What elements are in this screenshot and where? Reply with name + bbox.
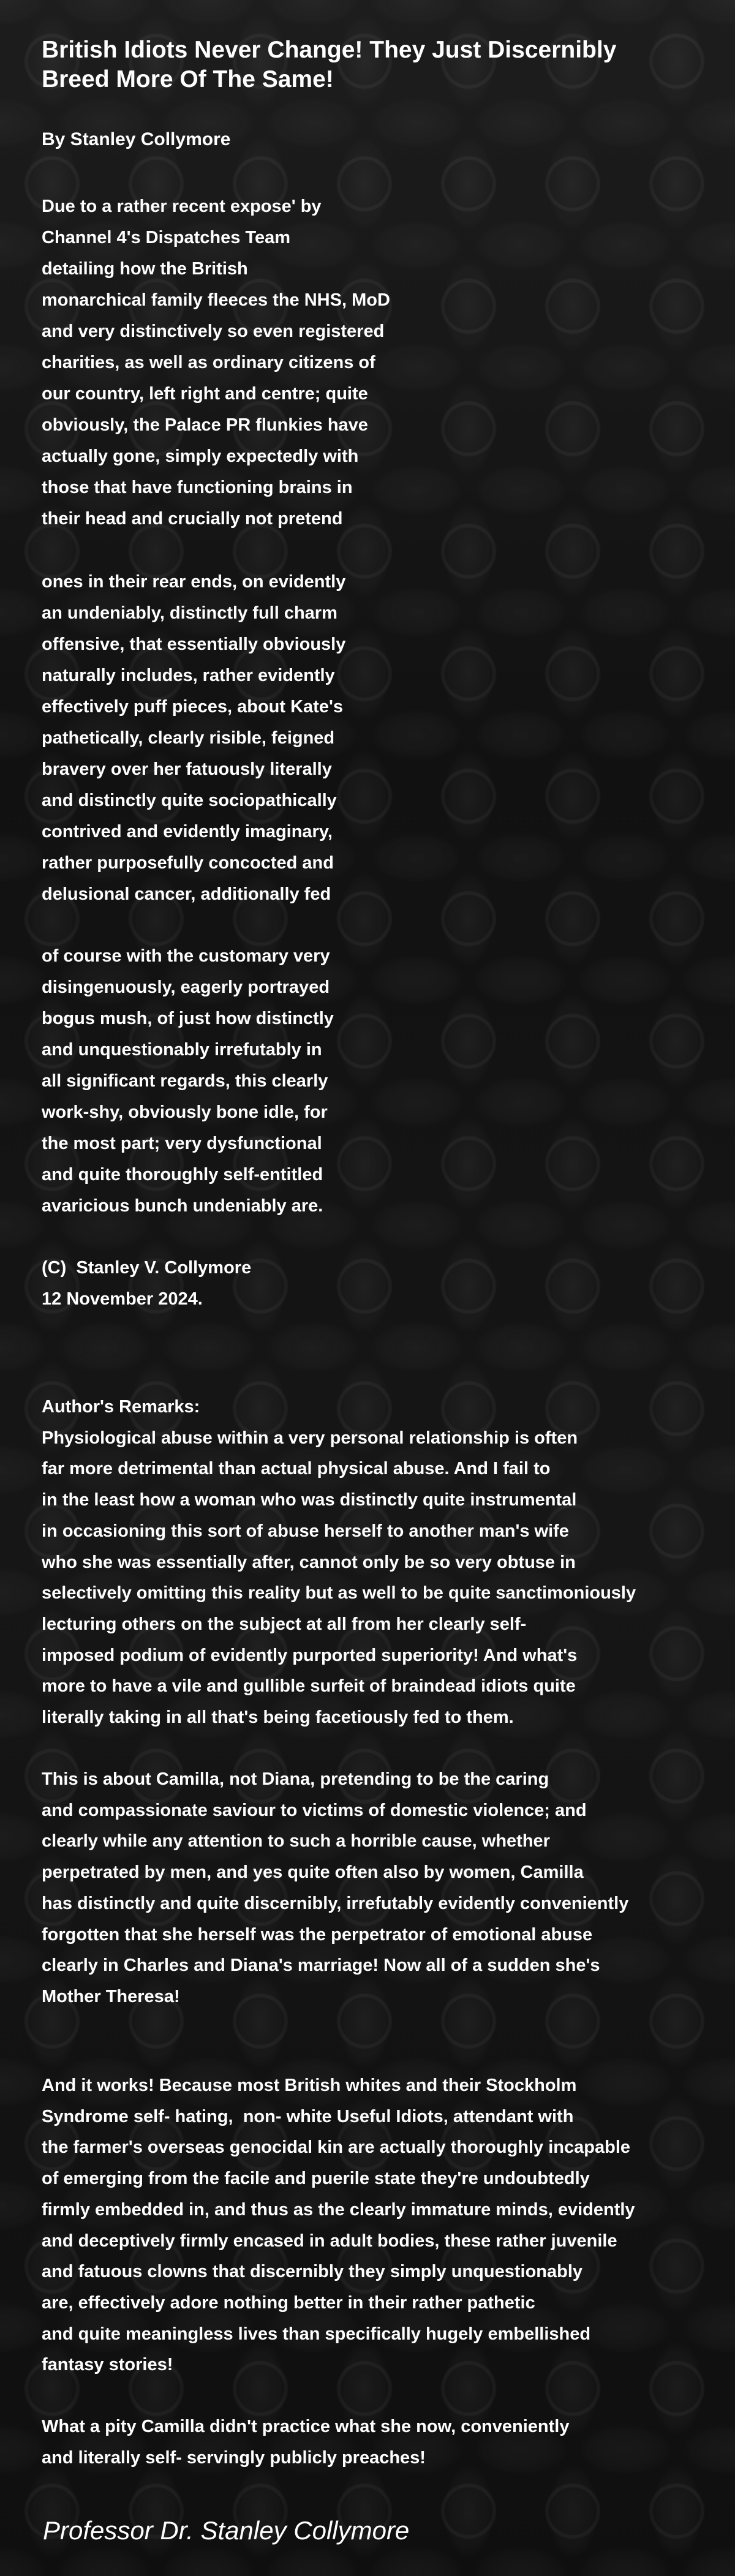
author-remarks-paragraph: What a pity Camilla didn't practice what she now, conveniently and literally self- servingly publicly preaches! [42,2417,570,2468]
author-remarks-paragraph: And it works! Because most British whites and their Stockholm Syndrome self- hating, non- white Useful Idiots, attendant with the farmer's overseas genocidal kin are actually thoroughly incapable of emerging from the facile and puerile state they're undoubtedly firmly embedded in, and thus as the clearly immature minds, evidently and deceptively firmly encased in adult bodies, these rather juvenile and fatuous clowns that discernibly they simply unquestionably are, effectively adore nothing better in their rather pathetic and quite meaningless lives than specifically hugely embellished fantasy stories! [42,2076,635,2375]
poem-copyright: (C) Stanley V. Collymore 12 November 2024. [42,1258,252,1309]
poem-title: British Idiots Never Change! They Just Discernibly Breed More Of The Same! [42,37,617,92]
poem-stanza: of course with the customary very disingenuously, eagerly portrayed bogus mush, of just how distinctly and unquestionably irrefutably in all significant regards, this clearly work-shy, obviously bone idle, for the most part; very dysfunctional and quite thoroughly self-entitled avaricious bunch undeniably are. [42,946,334,1216]
author-signature: Professor Dr. Stanley Collymore [43,2516,410,2545]
poem-byline: By Stanley Collymore [42,129,231,149]
poem-stanza: Due to a rather recent expose' by Channel 4's Dispatches Team detailing how the British monarchical family fleeces the NHS, MoD and very distinctively so even registered charities, as well as ordinary citizens of our country, left right and centre; quite obviously, the Palace PR flunkies have actually gone, simply expectedly with those that have functioning brains in their head and crucially not pretend [42,197,390,529]
author-remarks-paragraph: This is about Camilla, not Diana, pretending to be the caring and compassionate saviour to victims of domestic violence; and clearly while any attention to such a horrible cause, whether perpetrated by men, and yes quite often also by women, Camilla has distinctly and quite discernibly, irrefutably evidently conveniently forgotten that she herself was the perpetrator of emotional abuse clearly in Charles and Diana's marriage! Now all of a sudden she's Mother Theresa! [42,1769,629,2006]
poem-stanza: ones in their rear ends, on evidently an undeniably, distinctly full charm offensive, that essentially obviously naturally includes, rather evidently effectively puff pieces, about Kate's pathetically, clearly risible, feigned bravery over her fatuously literally and distinctly quite sociopathically contrived and evidently imaginary, rather purposefully concocted and delusional cancer, additionally fed [42,572,346,904]
author-remarks-paragraph: Author's Remarks: Physiological abuse within a very personal relationship is often far more detrimental than actual physical abuse. And I fail to in the least how a woman who was distinctly quite instrumental in occasioning this sort of abuse herself to another man's wife who she was essentially after, cannot only be so very obtuse in selectively omitting this reality but as well to be quite sanctimoniously lecturing others on the subject at all from her clearly self- imposed podium of evidently purported superiority! And what's more to have a vile and gullible surfeit of braindead idiots quite literally taking in all that's being facetiously fed to them. [42,1397,636,1728]
